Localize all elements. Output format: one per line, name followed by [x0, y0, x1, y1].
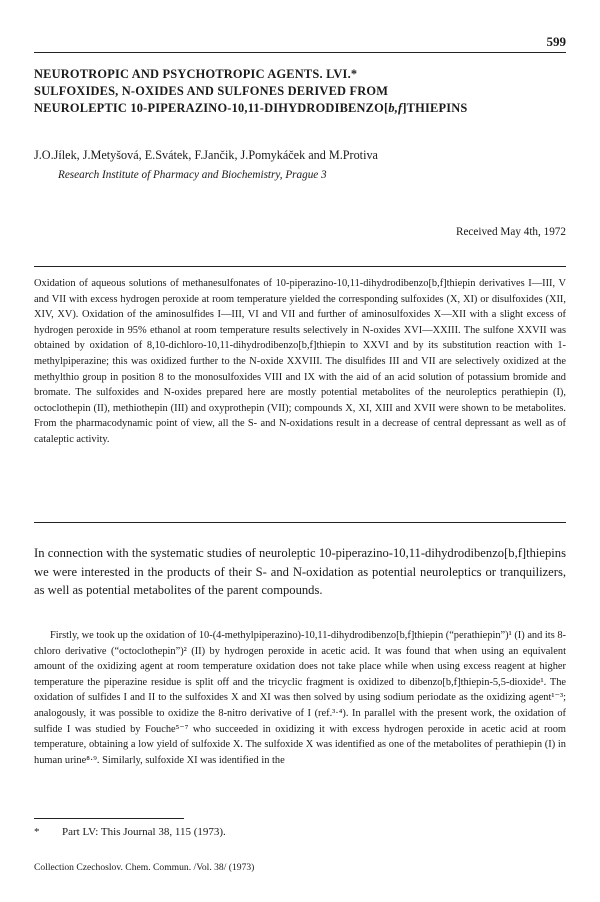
title-line-3a: NEUROLEPTIC 10-PIPERAZINO-10,11-DIHYDRODIBENZO[	[34, 101, 389, 115]
author-list: J.O.Jílek, J.Metyšová, E.Svátek, F.Jančik, J.Pomykáček and M.Protiva	[34, 148, 378, 162]
footnote-text: Part LV: This Journal 38, 115 (1973).	[62, 826, 226, 838]
page-number: 599	[546, 34, 566, 49]
received-date: Received May 4th, 1972	[456, 226, 566, 238]
footnote	[34, 826, 226, 838]
article-title	[34, 66, 574, 117]
body-paragraph: Firstly, we took up the oxidation of 10-(4-methylpiperazino)-10,11-dihydrodibenzo[b,f]thiepin (“perathiepin”)¹ (I) and its 8-chloro derivative (“octoclothepin”)² (II) by hydrogen peroxide in acetic acid. It was found that when using an equivalent amount of the oxidizing agent at room temperature oxidation does not take place while when using excess reagent at higher temperature the piperazine residue is split off and the tricyclic fragment is oxidized to dibenzo[b,f]thiepin-5,5-dioxide¹. The oxidation of sulfides I and II to the sulfoxides X and XI was then solved by using sodium periodate as the oxidizing agent¹⁻³; analogously, it was possible to oxidize the 8-nitro derivative of I (ref.³·⁴). In parallel with the present work, the oxidation of sulfide I was studied by Fouche⁵⁻⁷ who succeeded in oxidizing it with excess hydrogen peroxide in acetic acid at room temperature, obtaining a low yield of sulfoxide X. The sulfoxide X was identified as one of the metabolites of perathiepin (I) in human urine⁸·⁹. Similarly, sulfoxide XI was identified in the	[34, 630, 566, 766]
intro-paragraph: In connection with the systematic studies of neuroleptic 10-piperazino-10,11-dihydrodibenzo[b,f]thiepins we were interested in the products of their S- and N-oxidation as potential neuroleptics or tranquilizers, as well as potential metabolites of the parent compounds.	[34, 546, 566, 597]
title-line-3c: ]THIEPINS	[402, 101, 468, 115]
title-line-1: NEUROTROPIC AND PSYCHOTROPIC AGENTS. LVI.*	[34, 67, 358, 81]
abstract-rule-bottom	[34, 522, 566, 523]
institute: Research Institute of Pharmacy and Biochemistry, Prague 3	[58, 169, 327, 181]
footnote-rule	[34, 818, 184, 819]
journal-citation: Collection Czechoslov. Chem. Commun. /Vol. 38/ (1973)	[34, 862, 255, 873]
abstract-rule-top	[34, 266, 566, 267]
title-line-3b: b,f	[388, 101, 403, 115]
title-line-2: SULFOXIDES, N-OXIDES AND SULFONES DERIVED FROM	[34, 84, 389, 98]
header-rule	[34, 52, 566, 53]
footnote-mark: *	[34, 826, 40, 838]
abstract: Oxidation of aqueous solutions of methanesulfonates of 10-piperazino-10,11-dihydrodibenzo[b,f]thiepin derivatives I—III, V and VII with excess hydrogen peroxide at room temperature yielded the corresponding sulfoxides (X, XI) or disulfoxides (XII, XIV, XV). Oxidation of the aminosulfides I—III, VI and VII and further of aminosulfoxides X—XII with a slight excess of hydrogen peroxide in 95% ethanol at room temperature results selectively in N-oxides XVI—XXIII. The sulfone XXVII was obtained by oxidation of 8,10-dichloro-10,11-dihydrodibenzo[b,f]thiepin to XXVI and by its substitution reaction with 1-methylpiperazine; this was oxidized further to the N-oxide XXVIII. The disulfides III and VII are selectively oxidized at the methylthio group in position 8 to the monosulfoxides VIII and IX with the aid of an acid solution of potassium bromide and bromate. The sulfoxides and N-oxides prepared here are mostly potential metabolites of the neuroleptics perathiepin (I), octoclothepin (II), methiothepin (III) and oxyprothepin (VII); compounds X, XI, XIII and XVII were shown to be metabolites. From the pharmacodynamic point of view, all the S- and N-oxidations result in a decrease of central depressant as well as of cataleptic activity.	[34, 278, 566, 445]
